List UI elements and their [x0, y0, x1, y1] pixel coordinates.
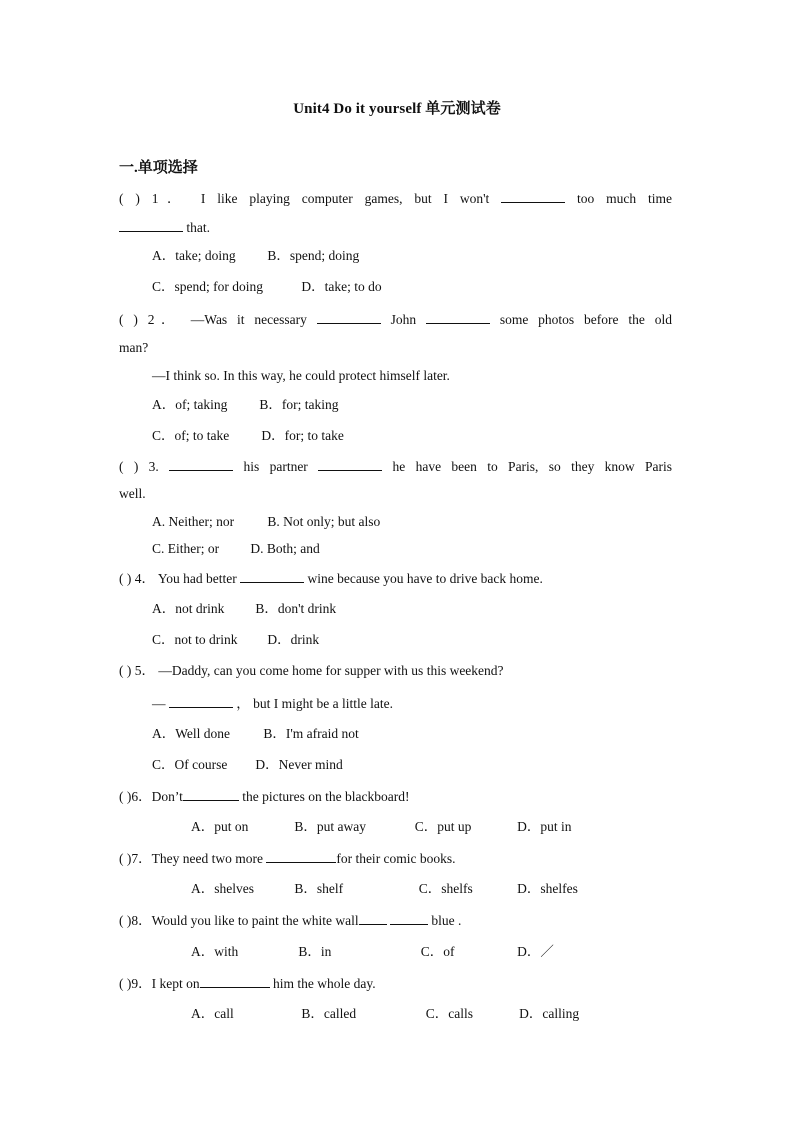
- question-8-number: ( )8．Would you like to paint the white wall: [119, 913, 359, 928]
- option-a[interactable]: A．not drink: [152, 601, 225, 616]
- question-2-line-2: [119, 339, 672, 357]
- question-3-line-1: [119, 457, 672, 476]
- option-c[interactable]: C．shelfs: [418, 881, 473, 896]
- option-b[interactable]: B．put away: [294, 819, 366, 834]
- question-3-line-2: [119, 485, 672, 503]
- option-a[interactable]: A．of; taking: [152, 397, 228, 412]
- question-4-text: wine because you have to drive back home.: [307, 571, 543, 586]
- question-8-options: [191, 943, 744, 961]
- question-1-text: that.: [186, 220, 210, 235]
- page-title: Unit4 Do it yourself 单元测试卷: [293, 101, 501, 117]
- question-2-number: ( ) 2．: [119, 312, 181, 327]
- question-6-text: the pictures on the blackboard!: [242, 789, 410, 804]
- option-a[interactable]: A．call: [191, 1006, 234, 1021]
- option-b[interactable]: B．for; taking: [259, 397, 339, 412]
- option-a[interactable]: A．put on: [191, 819, 249, 834]
- section-title: 一.单项选择: [119, 160, 198, 176]
- question-5-line-1: [119, 662, 672, 680]
- question-9-text: him the whole day.: [272, 976, 376, 991]
- question-2-line-1: [119, 310, 672, 329]
- option-a[interactable]: A．shelves: [191, 881, 254, 896]
- option-b[interactable]: B．spend; doing: [267, 248, 360, 263]
- question-4-number: ( ) 4．: [119, 571, 155, 586]
- question-8-line-1: [119, 911, 672, 930]
- option-d[interactable]: D．for; to take: [261, 428, 344, 443]
- question-2-text: man?: [119, 340, 149, 355]
- answer-blank[interactable]: [426, 310, 490, 324]
- answer-blank[interactable]: [501, 189, 565, 203]
- option-d[interactable]: D．Never mind: [255, 757, 343, 772]
- question-3-text: well.: [119, 486, 146, 501]
- question-7-number: ( )7．They need two more: [119, 851, 263, 866]
- answer-blank[interactable]: [240, 569, 304, 583]
- option-b[interactable]: B．called: [301, 1006, 357, 1021]
- question-9-options: [191, 1005, 744, 1023]
- question-3-number: ( ) 3.: [119, 459, 159, 474]
- question-2-text: John: [390, 312, 417, 327]
- option-a[interactable]: A. Neither; nor: [152, 514, 235, 529]
- question-5-text: —Daddy, can you come home for supper with us this weekend?: [158, 663, 504, 678]
- question-2-reply: —I think so. In this way, he could protect himself later.: [152, 368, 450, 383]
- option-d[interactable]: D. Both; and: [250, 541, 320, 556]
- answer-blank[interactable]: [183, 787, 239, 801]
- answer-blank[interactable]: [390, 911, 428, 925]
- question-7-text: for their comic books.: [336, 851, 456, 866]
- question-5-reply-dash: —: [152, 696, 166, 711]
- answer-blank[interactable]: [266, 849, 336, 863]
- question-5-options-row-1: [152, 725, 705, 743]
- option-a[interactable]: A．Well done: [152, 726, 231, 741]
- question-3-text: he have been to Paris, so they know Paris: [392, 459, 673, 474]
- option-d[interactable]: D．shelfes: [517, 881, 578, 896]
- option-c[interactable]: C．spend; for doing: [152, 279, 263, 294]
- option-c[interactable]: C．Of course: [152, 757, 228, 772]
- question-4-options-row-1: [152, 600, 705, 618]
- question-3-text: his partner: [243, 459, 308, 474]
- answer-blank[interactable]: [169, 457, 233, 471]
- question-3-options-row-1: [152, 513, 705, 531]
- question-5-number: ( ) 5．: [119, 663, 155, 678]
- option-c[interactable]: C．put up: [414, 819, 472, 834]
- question-1-line-2: [119, 218, 672, 237]
- question-1-text: I like playing computer games, but I won't: [200, 191, 490, 206]
- question-5-reply: [152, 694, 705, 713]
- question-2-options-row-1: [152, 396, 705, 414]
- option-c[interactable]: C．of: [420, 944, 455, 959]
- question-9-number: ( )9．I kept on: [119, 976, 200, 991]
- option-d[interactable]: D．take; to do: [301, 279, 382, 294]
- question-2-text: —Was it necessary: [190, 312, 307, 327]
- option-d[interactable]: D．drink: [267, 632, 320, 647]
- option-c[interactable]: C. Either; or: [152, 541, 220, 556]
- question-6-line-1: [119, 787, 672, 806]
- option-d[interactable]: D．calling: [519, 1006, 580, 1021]
- option-d[interactable]: D．put in: [517, 819, 572, 834]
- option-c[interactable]: C．not to drink: [152, 632, 238, 647]
- question-1-number: ( ) 1．: [119, 191, 189, 206]
- question-2-text: some photos before the old: [499, 312, 672, 327]
- question-4-text: You had better: [157, 571, 237, 586]
- answer-blank[interactable]: [318, 457, 382, 471]
- option-a[interactable]: A．with: [191, 944, 239, 959]
- question-1-text: too much time: [577, 191, 672, 206]
- question-1-line-1: [119, 189, 672, 208]
- question-8-text: blue .: [431, 913, 462, 928]
- answer-blank[interactable]: [317, 310, 381, 324]
- question-1-options-row-1: [152, 247, 705, 265]
- question-4-line-1: [119, 569, 672, 588]
- question-4-options-row-2: [152, 631, 705, 649]
- question-5-options-row-2: [152, 756, 705, 774]
- question-5-reply-text: ， but I might be a little late.: [236, 696, 393, 711]
- option-c[interactable]: C．of; to take: [152, 428, 230, 443]
- answer-blank[interactable]: [200, 974, 270, 988]
- question-7-line-1: [119, 849, 672, 868]
- option-b[interactable]: B．in: [298, 944, 332, 959]
- option-c[interactable]: C．calls: [425, 1006, 473, 1021]
- answer-blank[interactable]: [169, 694, 233, 708]
- answer-blank[interactable]: [119, 218, 183, 232]
- option-a[interactable]: A．take; doing: [152, 248, 236, 263]
- option-b[interactable]: B. Not only; but also: [267, 514, 381, 529]
- answer-blank[interactable]: [359, 911, 387, 925]
- question-6-options: [191, 818, 744, 836]
- question-6-number: ( )6．Don’t: [119, 789, 183, 804]
- option-b[interactable]: B．I'm afraid not: [263, 726, 359, 741]
- question-7-options: [191, 880, 744, 898]
- option-b[interactable]: B．don't drink: [255, 601, 337, 616]
- question-2-options-row-2: [152, 427, 705, 445]
- option-d[interactable]: D．／: [517, 944, 554, 959]
- question-1-options-row-2: [152, 278, 705, 296]
- option-b[interactable]: B．shelf: [294, 881, 344, 896]
- question-9-line-1: [119, 974, 672, 993]
- question-3-options-row-2: [152, 540, 705, 558]
